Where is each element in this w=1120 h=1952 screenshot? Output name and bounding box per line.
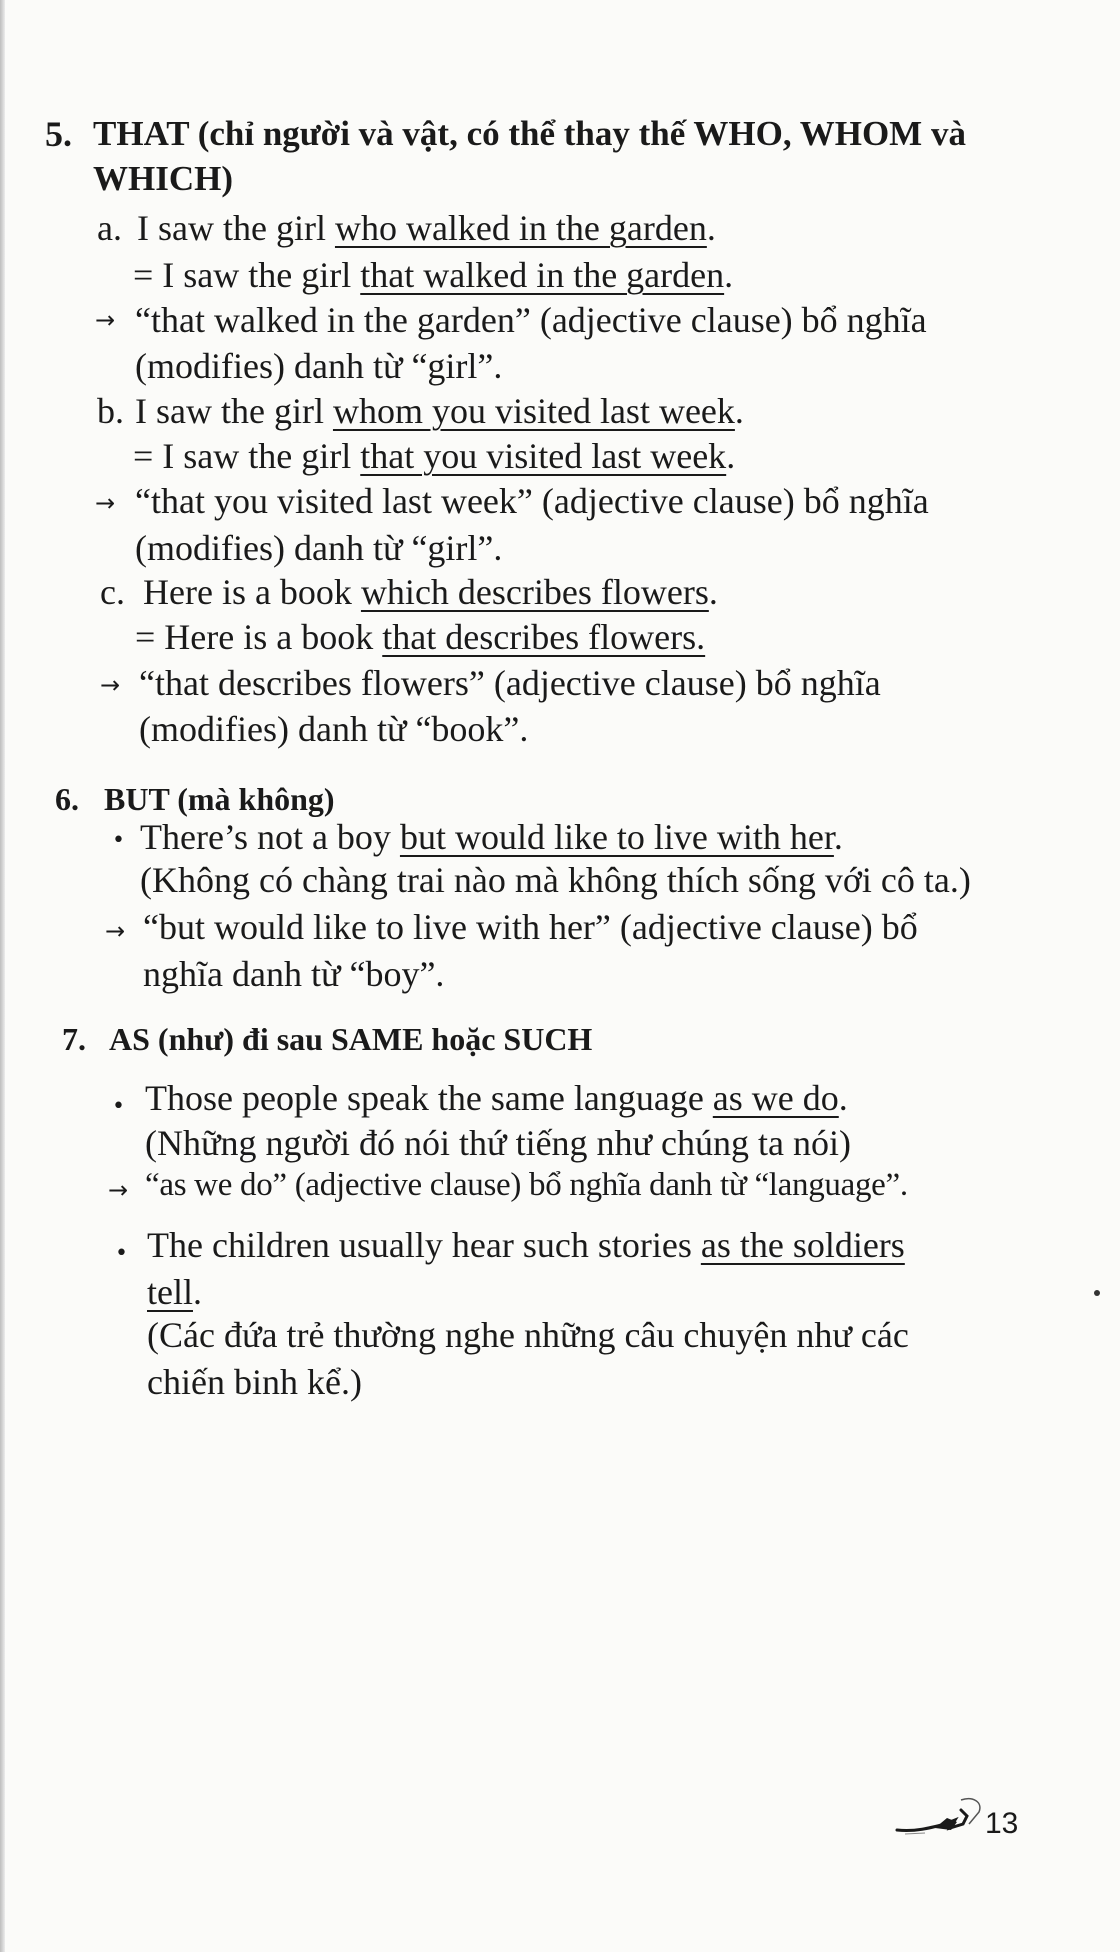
section-7-example2-line1: The children usually hear such stories as the soldiers	[147, 1225, 905, 1265]
stray-dot-mark	[1094, 1290, 1100, 1296]
example-a-sentence: I saw the girl who walked in the garden.	[137, 208, 716, 248]
section-6-explanation-line1: “but would like to live with her” (adjective clause) bổ	[143, 907, 918, 947]
section-7-example1: Those people speak the same language as we do.	[145, 1078, 848, 1118]
example-c-underlined-clause: which describes flowers	[360, 572, 709, 612]
section-5-number: 5.	[45, 114, 72, 154]
bullet-icon: •	[112, 828, 125, 853]
example-a-underlined-clause: who walked in the garden	[334, 208, 707, 248]
example-a-label: a.	[97, 208, 122, 248]
section-6-translation: (Không có chàng trai nào mà không thích sống với cô ta.)	[140, 860, 971, 900]
section-6-explanation-line2: nghĩa danh từ “boy”.	[143, 954, 445, 994]
section-7-example2-clause: as the soldiers	[700, 1225, 905, 1265]
arrow-icon: →	[95, 489, 116, 517]
page-ornament-icon	[895, 1788, 990, 1843]
section-6-underlined-clause: but would like to live with her	[399, 817, 834, 857]
example-b-label: b.	[97, 391, 124, 431]
section-6-example: There’s not a boy but would like to live with her.	[140, 817, 843, 857]
arrow-icon: →	[95, 306, 116, 334]
example-c-equivalent-clause: that describes flowers.	[382, 617, 706, 657]
example-b-equivalent: = I saw the girl that you visited last week.	[133, 436, 736, 476]
example-c-sentence: Here is a book which describes flowers.	[143, 572, 718, 612]
page-spine-edge	[0, 0, 5, 1952]
example-b-underlined-clause: whom you visited last week	[332, 391, 735, 431]
example-a-equivalent-clause: that walked in the garden	[360, 255, 725, 295]
section-5-title-line1: THAT (chỉ người và vật, có thể thay thế WHO, WHOM và	[93, 114, 966, 153]
bullet-icon: •	[112, 1094, 125, 1119]
section-5-title-line2: WHICH)	[93, 159, 233, 198]
section-7-translation2-line2: chiến binh kể.)	[147, 1362, 362, 1402]
example-c-explanation-line1: “that describes flowers” (adjective clause) bổ nghĩa	[139, 663, 881, 703]
example-b-explanation-line1: “that you visited last week” (adjective clause) bổ nghĩa	[135, 481, 929, 521]
arrow-icon: →	[105, 917, 126, 945]
section-7-number: 7.	[62, 1021, 86, 1057]
example-a-equivalent: = I saw the girl that walked in the garden.	[133, 255, 734, 295]
example-c-explanation-line2: (modifies) danh từ “book”.	[139, 709, 529, 749]
section-7-example2-line2: tell.	[147, 1272, 202, 1312]
section-7-translation1: (Những người đó nói thứ tiếng như chúng ta nói)	[145, 1123, 852, 1163]
example-b-explanation-line2: (modifies) danh từ “girl”.	[135, 528, 503, 568]
section-6-title: BUT (mà không)	[104, 781, 335, 817]
section-7-example1-clause: as we do	[712, 1078, 839, 1118]
arrow-icon: →	[100, 671, 121, 699]
bullet-icon: •	[115, 1241, 128, 1266]
section-7-example2-clause-end: tell	[147, 1272, 193, 1312]
example-c-label: c.	[100, 572, 125, 612]
section-6-number: 6.	[55, 781, 79, 817]
example-c-equivalent: = Here is a book that describes flowers.	[135, 617, 706, 657]
section-7-translation2-line1: (Các đứa trẻ thường nghe những câu chuyện như các	[147, 1315, 909, 1355]
example-a-explanation-line1: “that walked in the garden” (adjective clause) bổ nghĩa	[135, 300, 927, 340]
section-7-explanation1: “as we do” (adjective clause) bổ nghĩa danh từ “language”.	[145, 1167, 908, 1203]
page-number: 13	[985, 1807, 1019, 1840]
example-b-sentence: I saw the girl whom you visited last week.	[135, 391, 744, 431]
arrow-icon: →	[108, 1176, 129, 1204]
section-7-title: AS (như) đi sau SAME hoặc SUCH	[109, 1021, 593, 1057]
example-a-explanation-line2: (modifies) danh từ “girl”.	[135, 346, 503, 386]
example-b-equivalent-clause: that you visited last week	[360, 436, 727, 476]
